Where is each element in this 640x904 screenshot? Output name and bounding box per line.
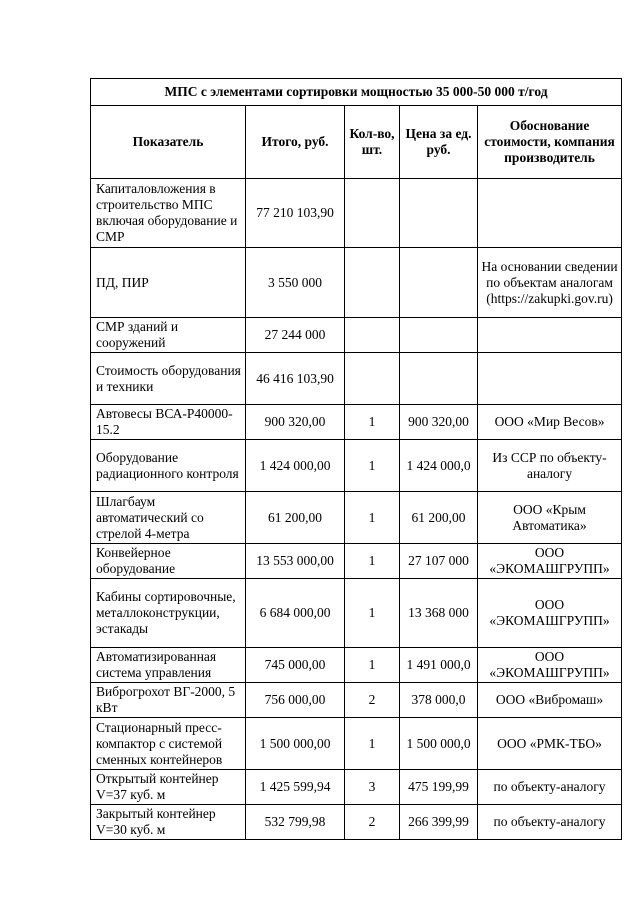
row-price: 27 107 000 bbox=[400, 544, 478, 579]
row-price: 900 320,00 bbox=[400, 405, 478, 440]
table-row bbox=[91, 579, 622, 648]
row-total: 1 500 000,00 bbox=[246, 718, 345, 770]
row-qty bbox=[345, 179, 400, 248]
row-name: Закрытый контейнер V=30 куб. м bbox=[91, 805, 246, 840]
row-source: ООО «ЭКОМАШГРУПП» bbox=[478, 544, 622, 579]
row-total: 900 320,00 bbox=[246, 405, 345, 440]
table-row bbox=[91, 544, 622, 579]
header-indicator: Показатель bbox=[91, 106, 246, 179]
header-qty: Кол-во, шт. bbox=[345, 106, 400, 179]
row-total: 756 000,00 bbox=[246, 683, 345, 718]
row-source: ООО «ЭКОМАШГРУПП» bbox=[478, 579, 622, 648]
row-name: Капиталовложения в строительство МПС включая оборудование и СМР bbox=[91, 179, 246, 248]
row-total: 61 200,00 bbox=[246, 492, 345, 544]
row-name: Автоматизированная система управления bbox=[91, 648, 246, 683]
row-qty: 1 bbox=[345, 405, 400, 440]
row-price bbox=[400, 353, 478, 405]
row-price: 266 399,99 bbox=[400, 805, 478, 840]
row-price bbox=[400, 179, 478, 248]
table-row bbox=[91, 770, 622, 805]
row-price bbox=[400, 248, 478, 318]
row-qty: 1 bbox=[345, 718, 400, 770]
row-name: СМР зданий и сооружений bbox=[91, 318, 246, 353]
row-total: 1 425 599,94 bbox=[246, 770, 345, 805]
row-name: ПД, ПИР bbox=[91, 248, 246, 318]
row-qty: 1 bbox=[345, 648, 400, 683]
table-row bbox=[91, 683, 622, 718]
row-source bbox=[478, 353, 622, 405]
table-row bbox=[91, 405, 622, 440]
row-qty: 1 bbox=[345, 579, 400, 648]
row-name: Автовесы ВСА-Р40000-15.2 bbox=[91, 405, 246, 440]
row-source: ООО «Вибромаш» bbox=[478, 683, 622, 718]
row-source: ООО «Крым Автоматика» bbox=[478, 492, 622, 544]
row-name: Кабины сортировочные, металлоконструкции, эстакады bbox=[91, 579, 246, 648]
row-name: Открытый контейнер V=37 куб. м bbox=[91, 770, 246, 805]
row-qty bbox=[345, 353, 400, 405]
row-total: 1 424 000,00 bbox=[246, 440, 345, 492]
row-source: Из ССР по объекту-аналогу bbox=[478, 440, 622, 492]
row-price: 475 199,99 bbox=[400, 770, 478, 805]
table-row bbox=[91, 248, 622, 318]
row-price: 1 424 000,0 bbox=[400, 440, 478, 492]
header-basis: Обоснование стоимости, компания производитель bbox=[478, 106, 622, 179]
row-source bbox=[478, 179, 622, 248]
row-price: 1 500 000,0 bbox=[400, 718, 478, 770]
row-total: 77 210 103,90 bbox=[246, 179, 345, 248]
row-qty bbox=[345, 248, 400, 318]
row-total: 13 553 000,00 bbox=[246, 544, 345, 579]
row-price bbox=[400, 318, 478, 353]
row-name: Стоимость оборудования и техники bbox=[91, 353, 246, 405]
row-source: ООО «ЭКОМАШГРУПП» bbox=[478, 648, 622, 683]
header-unit-price: Цена за ед. руб. bbox=[400, 106, 478, 179]
row-source: На основании сведении по объектам аналогам (https://zakupki.gov.ru) bbox=[478, 248, 622, 318]
row-total: 46 416 103,90 bbox=[246, 353, 345, 405]
row-total: 3 550 000 bbox=[246, 248, 345, 318]
table-row bbox=[91, 648, 622, 683]
row-qty: 2 bbox=[345, 683, 400, 718]
row-source: по объекту-аналогу bbox=[478, 805, 622, 840]
row-price: 13 368 000 bbox=[400, 579, 478, 648]
row-source: ООО «Мир Весов» bbox=[478, 405, 622, 440]
table-row bbox=[91, 492, 622, 544]
row-name: Конвейерное оборудование bbox=[91, 544, 246, 579]
row-name: Оборудование радиационного контроля bbox=[91, 440, 246, 492]
row-qty: 1 bbox=[345, 544, 400, 579]
row-name: Шлагбаум автоматический со стрелой 4-метра bbox=[91, 492, 246, 544]
row-source: по объекту-аналогу bbox=[478, 770, 622, 805]
table-row bbox=[91, 318, 622, 353]
row-source: ООО «РМК-ТБО» bbox=[478, 718, 622, 770]
table-row bbox=[91, 179, 622, 248]
table-row bbox=[91, 353, 622, 405]
row-price: 378 000,0 bbox=[400, 683, 478, 718]
row-price: 1 491 000,0 bbox=[400, 648, 478, 683]
table-row bbox=[91, 805, 622, 840]
row-name: Виброгрохот ВГ-2000, 5 кВт bbox=[91, 683, 246, 718]
row-total: 27 244 000 bbox=[246, 318, 345, 353]
row-qty: 2 bbox=[345, 805, 400, 840]
row-name: Стационарный пресс-компактор с системой сменных контейнеров bbox=[91, 718, 246, 770]
row-price: 61 200,00 bbox=[400, 492, 478, 544]
table-row bbox=[91, 440, 622, 492]
table-row bbox=[91, 718, 622, 770]
row-source bbox=[478, 318, 622, 353]
row-total: 745 000,00 bbox=[246, 648, 345, 683]
table-title: МПС с элементами сортировки мощностью 35 000-50 000 т/год bbox=[91, 79, 622, 106]
cost-table bbox=[90, 78, 622, 840]
row-qty: 3 bbox=[345, 770, 400, 805]
row-total: 6 684 000,00 bbox=[246, 579, 345, 648]
row-qty: 1 bbox=[345, 440, 400, 492]
row-qty: 1 bbox=[345, 492, 400, 544]
row-qty bbox=[345, 318, 400, 353]
header-total: Итого, руб. bbox=[246, 106, 345, 179]
row-total: 532 799,98 bbox=[246, 805, 345, 840]
